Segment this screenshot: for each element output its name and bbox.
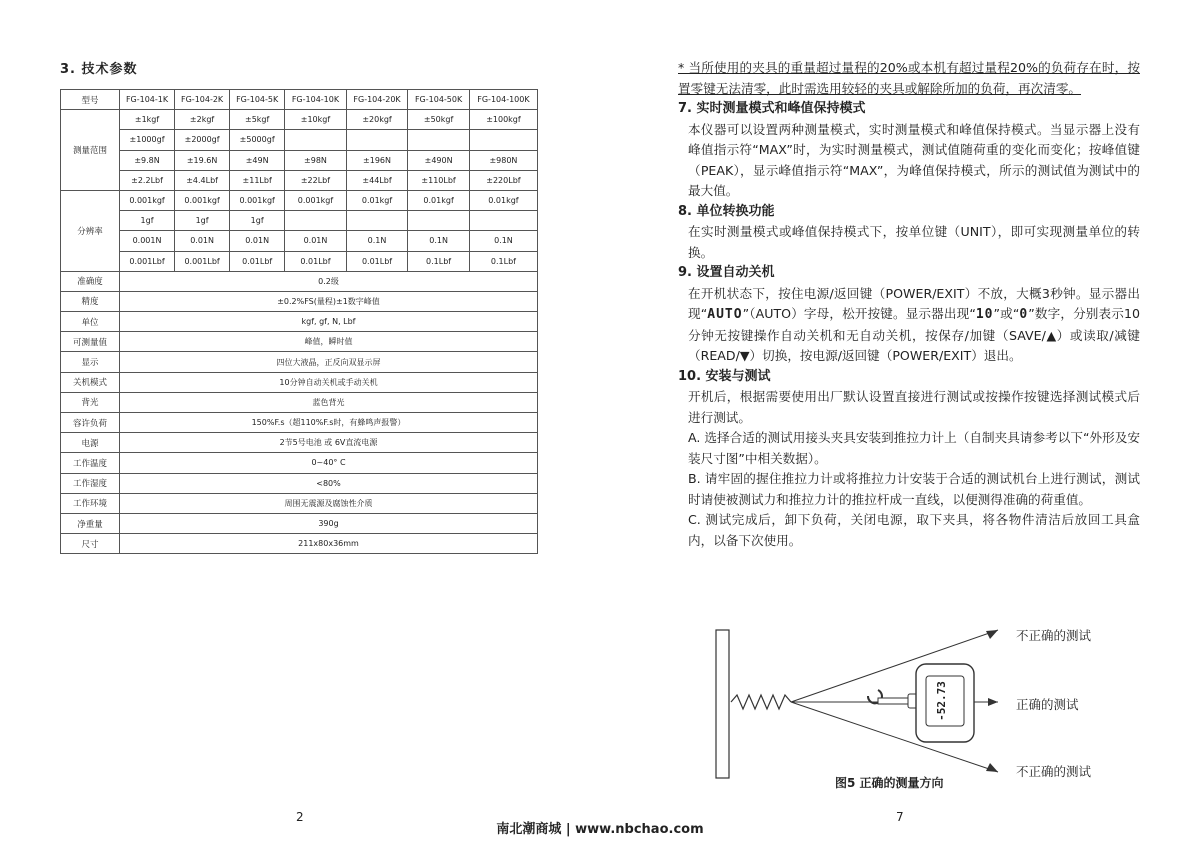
test-wall — [716, 630, 729, 778]
model-header: FG-104-1K — [120, 90, 175, 110]
row-value: 四位大液晶，正反向双显示屏 — [120, 352, 538, 372]
section-10-item-a: A. 选择合适的测试用接头夹具安装到推拉力计上（自制夹具请参考以下“外形及安装尺寸图”中相关数据）。 — [688, 430, 1140, 466]
table-row — [61, 473, 538, 493]
model-header: FG-104-50K — [408, 90, 470, 110]
resolution-cell: 0.1Lbf — [469, 251, 537, 271]
resolution-cell: 0.001kgf — [230, 190, 285, 210]
range-cell: ±110Lbf — [408, 170, 470, 190]
arrowhead-down-icon — [986, 763, 998, 772]
range-cell: ±196N — [346, 150, 408, 170]
table-row — [61, 312, 538, 332]
row-label: 测量范围 — [61, 110, 120, 191]
resolution-cell: 0.001N — [120, 231, 175, 251]
range-cell: ±1kgf — [120, 110, 175, 130]
resolution-cell: 0.01kgf — [408, 190, 470, 210]
resolution-cell: 0.1N — [346, 231, 408, 251]
section-9-body — [678, 284, 1140, 367]
label-incorrect-bottom: 不正确的测试 — [1016, 764, 1092, 779]
table-row — [61, 332, 538, 352]
resolution-cell: 0.01Lbf — [346, 251, 408, 271]
site-footer: 南北潮商城 | www.nbchao.com — [496, 822, 704, 837]
range-cell: ±1000gf — [120, 130, 175, 150]
row-value: 蓝色背光 — [120, 392, 538, 412]
section-10-title: 10. 安装与测试 — [678, 368, 771, 384]
range-cell — [346, 130, 408, 150]
resolution-cell: 0.01Lbf — [230, 251, 285, 271]
push-rod — [878, 698, 908, 704]
table-row — [61, 211, 538, 231]
row-label: 精度 — [61, 291, 120, 311]
resolution-cell: 0.001kgf — [175, 190, 230, 210]
range-cell: ±19.6N — [175, 150, 230, 170]
table-row — [61, 130, 538, 150]
row-value: 2节5号电池 或 6V直流电源 — [120, 433, 538, 453]
range-cell: ±9.8N — [120, 150, 175, 170]
lcd-0-glyph: 0 — [1019, 307, 1029, 322]
resolution-cell: 0.1Lbf — [408, 251, 470, 271]
gauge-reading: -52.73 — [935, 681, 948, 721]
range-cell: ±50kgf — [408, 110, 470, 130]
lcd-auto-glyph: AUTO — [707, 307, 743, 322]
row-label: 分辨率 — [61, 190, 120, 271]
row-label: 工作环境 — [61, 493, 120, 513]
row-label: 准确度 — [61, 271, 120, 291]
resolution-cell: 0.01kgf — [346, 190, 408, 210]
right-page — [678, 58, 1140, 551]
resolution-cell: 1gf — [175, 211, 230, 231]
arrowhead-up-icon — [986, 630, 998, 639]
figure-caption: 图5 正确的测量方向 — [835, 776, 944, 790]
section-8-title: 8. 单位转换功能 — [678, 203, 775, 219]
row-label: 显示 — [61, 352, 120, 372]
row-value: 峰值，瞬时值 — [120, 332, 538, 352]
range-cell: ±980N — [469, 150, 537, 170]
row-label: 型号 — [61, 90, 120, 110]
resolution-cell: 0.01N — [230, 231, 285, 251]
section-7-body: 本仪器可以设置两种测量模式，实时测量模式和峰值保持模式。当显示器上没有峰值指示符“MAX”时，为实时测量模式，测试值随荷重的变化而变化；按峰值键（PEAK），显示峰值指示符“MAX”，为峰值保持模式，所示的测试值为测试中的最大值。 — [688, 121, 1140, 198]
range-cell: ±2kgf — [175, 110, 230, 130]
table-row — [61, 433, 538, 453]
section-8-body: 在实时测量模式或峰值保持模式下，按单位键（UNIT），即可实现测量单位的转换。 — [688, 224, 1140, 260]
table-row — [61, 251, 538, 271]
left-page — [60, 58, 540, 554]
resolution-cell: 0.001Lbf — [120, 251, 175, 271]
range-cell: ±10kgf — [285, 110, 347, 130]
table-row — [61, 413, 538, 433]
resolution-cell — [285, 211, 347, 231]
row-label: 电源 — [61, 433, 120, 453]
table-row — [61, 110, 538, 130]
resolution-cell: 0.01kgf — [469, 190, 537, 210]
row-label: 关机模式 — [61, 372, 120, 392]
resolution-cell — [408, 211, 470, 231]
range-cell: ±5000gf — [230, 130, 285, 150]
model-header: FG-104-20K — [346, 90, 408, 110]
row-value: 10分钟自动关机或手动关机 — [120, 372, 538, 392]
model-header: FG-104-5K — [230, 90, 285, 110]
resolution-cell: 0.01N — [285, 231, 347, 251]
row-label: 工作温度 — [61, 453, 120, 473]
label-incorrect-top: 不正确的测试 — [1016, 628, 1092, 643]
section-10-body: 开机后，根据需要使用出厂默认设置直接进行测试或按操作按键选择测试模式后进行测试。 — [688, 389, 1140, 425]
resolution-cell: 0.01Lbf — [285, 251, 347, 271]
section-10-item-c: C. 测试完成后，卸下负荷，关闭电源，取下夹具，将各物件清洁后放回工具盒内，以备下次使用。 — [688, 512, 1140, 548]
row-label: 可测量值 — [61, 332, 120, 352]
resolution-cell: 0.1N — [408, 231, 470, 251]
resolution-cell: 0.001kgf — [285, 190, 347, 210]
row-value: 0~40° C — [120, 453, 538, 473]
row-value: 周围无震源及腐蚀性介质 — [120, 493, 538, 513]
table-row — [61, 352, 538, 372]
spring-icon — [731, 695, 791, 709]
table-row — [61, 271, 538, 291]
s9-text-b: ”（AUTO）字母，松开按键。显示器出现“ — [742, 306, 976, 321]
lcd-10-glyph: 10 — [975, 307, 994, 322]
table-row — [61, 291, 538, 311]
row-label: 背光 — [61, 392, 120, 412]
resolution-cell: 1gf — [120, 211, 175, 231]
range-cell: ±49N — [230, 150, 285, 170]
table-row — [61, 513, 538, 533]
resolution-cell — [346, 211, 408, 231]
resolution-cell: 0.001kgf — [120, 190, 175, 210]
s9-text-d: ”数字，分别表示10分钟无按键操作自动关机和无自动关机，按保存/加键（SAVE/▲）或读取/减键（READ/▼）切换，按电源/返回键（POWER/EXIT）退出。 — [688, 306, 1140, 363]
range-cell: ±4.4Lbf — [175, 170, 230, 190]
page-number-left: 2 — [296, 810, 304, 824]
range-cell — [469, 130, 537, 150]
section-heading-specs: 3. 技术参数 — [60, 62, 138, 77]
resolution-cell: 0.01N — [175, 231, 230, 251]
row-value: 150%F.s（超110%F.s时，有蜂鸣声报警） — [120, 413, 538, 433]
range-cell — [408, 130, 470, 150]
range-cell: ±5kgf — [230, 110, 285, 130]
range-cell — [285, 130, 347, 150]
page-number-right: 7 — [896, 810, 904, 824]
table-row — [61, 170, 538, 190]
range-cell: ±100kgf — [469, 110, 537, 130]
spec-table — [60, 89, 538, 554]
table-row — [61, 372, 538, 392]
range-cell: ±98N — [285, 150, 347, 170]
range-cell: ±20kgf — [346, 110, 408, 130]
row-value: 211x80x36mm — [120, 534, 538, 554]
row-label: 工作湿度 — [61, 473, 120, 493]
row-label: 容许负荷 — [61, 413, 120, 433]
range-cell: ±22Lbf — [285, 170, 347, 190]
row-value: 390g — [120, 513, 538, 533]
table-row — [61, 90, 538, 110]
row-value: <80% — [120, 473, 538, 493]
resolution-cell: 0.1N — [469, 231, 537, 251]
row-label: 净重量 — [61, 513, 120, 533]
table-row — [61, 453, 538, 473]
zero-note: * 当所使用的夹具的重量超过量程的20%或本机有超过量程20%的负荷存在时，按置零键无法清零，此时需选用较轻的夹具或解除所加的负荷，再次清零。 — [678, 60, 1140, 96]
table-row — [61, 190, 538, 210]
table-row — [61, 231, 538, 251]
row-value: kgf, gf, N, Lbf — [120, 312, 538, 332]
table-row — [61, 493, 538, 513]
row-value: ±0.2%FS(量程)±1数字峰值 — [120, 291, 538, 311]
resolution-cell: 1gf — [230, 211, 285, 231]
range-cell: ±220Lbf — [469, 170, 537, 190]
table-row — [61, 392, 538, 412]
row-label: 单位 — [61, 312, 120, 332]
range-cell: ±2.2Lbf — [120, 170, 175, 190]
arrowhead-right-icon — [988, 698, 998, 706]
section-10-item-b: B. 请牢固的握住推拉力计或将推拉力计安装于合适的测试机台上进行测试，测试时请使被测试力和推拉力计的推拉杆成一直线，以便测得准确的荷重值。 — [688, 471, 1140, 507]
section-7-title: 7. 实时测量模式和峰值保持模式 — [678, 101, 866, 116]
range-cell: ±490N — [408, 150, 470, 170]
model-header: FG-104-2K — [175, 90, 230, 110]
table-row — [61, 150, 538, 170]
range-cell: ±2000gf — [175, 130, 230, 150]
row-label: 尺寸 — [61, 534, 120, 554]
resolution-cell — [469, 211, 537, 231]
label-correct: 正确的测试 — [1016, 697, 1079, 712]
row-value: 0.2级 — [120, 271, 538, 291]
section-9-title: 9. 设置自动关机 — [678, 265, 775, 280]
model-header: FG-104-10K — [285, 90, 347, 110]
model-header: FG-104-100K — [469, 90, 537, 110]
range-cell: ±44Lbf — [346, 170, 408, 190]
table-row — [61, 534, 538, 554]
s9-text-a: 在开机状态下，按住电源/返回键（POWER/EXIT）不放，大概3秒钟。显示器出现“ — [688, 285, 1140, 321]
s9-text-c: ”或“ — [993, 306, 1020, 321]
range-cell: ±11Lbf — [230, 170, 285, 190]
resolution-cell: 0.001Lbf — [175, 251, 230, 271]
